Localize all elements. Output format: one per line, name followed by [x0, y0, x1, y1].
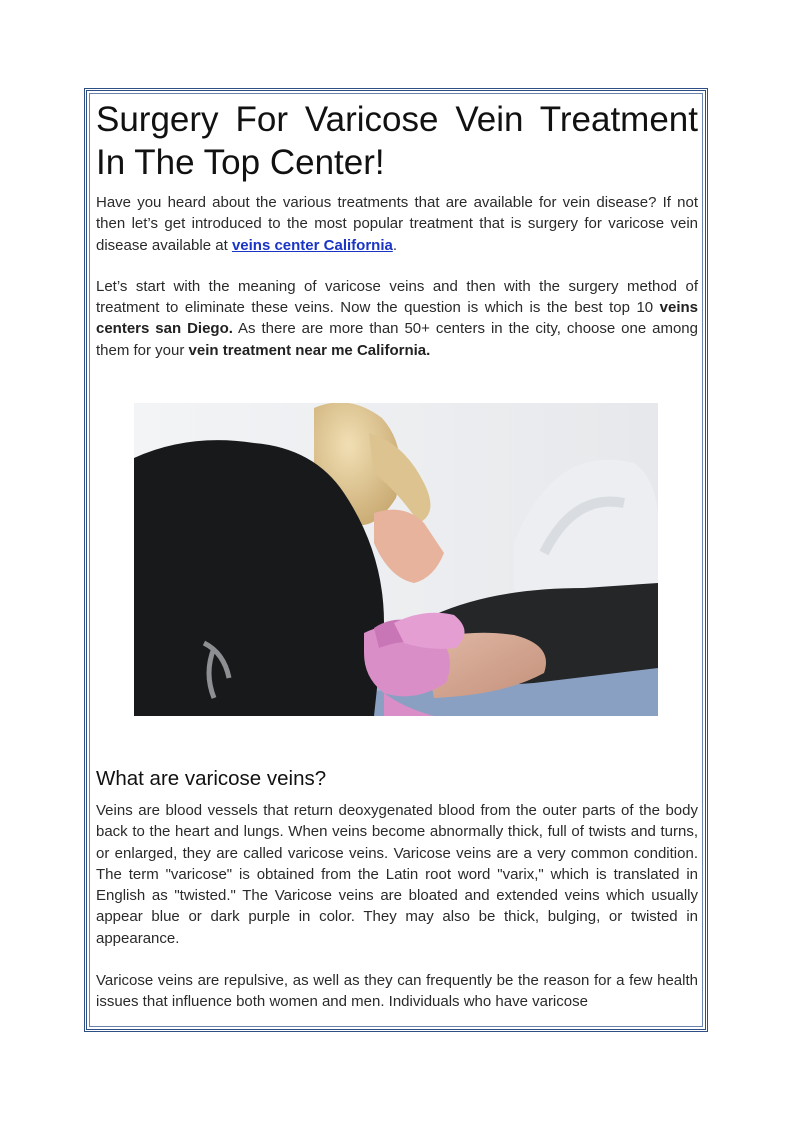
- intro-text-end: .: [392, 236, 398, 254]
- paragraph-3: Veins are blood vessels that return deoxygenated blood from the outer parts of the body back to the heart and lungs. When veins become abnormally thick, full of twists and turns, or enlarged, they are called varicose veins. Varicose veins are a very common condition. The term "varicose" is obtained from the Latin root word "varix," which is translated in English as "twisted." The Varicose veins are bloated and extended veins which usually appear blue or dark purple in color. They may also be thick, bulging, or twisted in appearance.: [96, 802, 698, 947]
- treatment-photo-illustration: [134, 403, 658, 716]
- veins-center-california-link[interactable]: veins center California: [231, 236, 393, 254]
- intro-paragraph: [96, 192, 698, 256]
- intro-text: Have you heard about the various treatments that are available for vein disease? If not then let’s get introduced to the most popular treatment that is surgery for varicose vein disease available at: [96, 194, 698, 254]
- section-body: [96, 800, 698, 1013]
- treatment-photo: [134, 403, 658, 716]
- paragraph-2-bold-1: veins centers san Diego.: [96, 299, 698, 338]
- section-heading: What are varicose veins?: [96, 767, 327, 790]
- paragraph-2: [96, 276, 698, 361]
- page-title: Surgery For Varicose Vein Treatment In The Top Center!: [96, 100, 698, 182]
- paragraph-2-text-2: As there are more than 50+ centers in the city, choose one among them for your: [96, 320, 698, 359]
- paragraph-4: Varicose veins are repulsive, as well as they can frequently be the reason for a few health issues that influence both women and men. Individuals who have varicose: [96, 972, 698, 1011]
- paragraph-2-text-1: Let’s start with the meaning of varicose veins and then with the surgery method of treatment to eliminate these veins. Now the question is which is the best top 10: [96, 277, 698, 317]
- paragraph-2-bold-2: vein treatment near me California.: [188, 341, 431, 359]
- article-body: [96, 98, 698, 361]
